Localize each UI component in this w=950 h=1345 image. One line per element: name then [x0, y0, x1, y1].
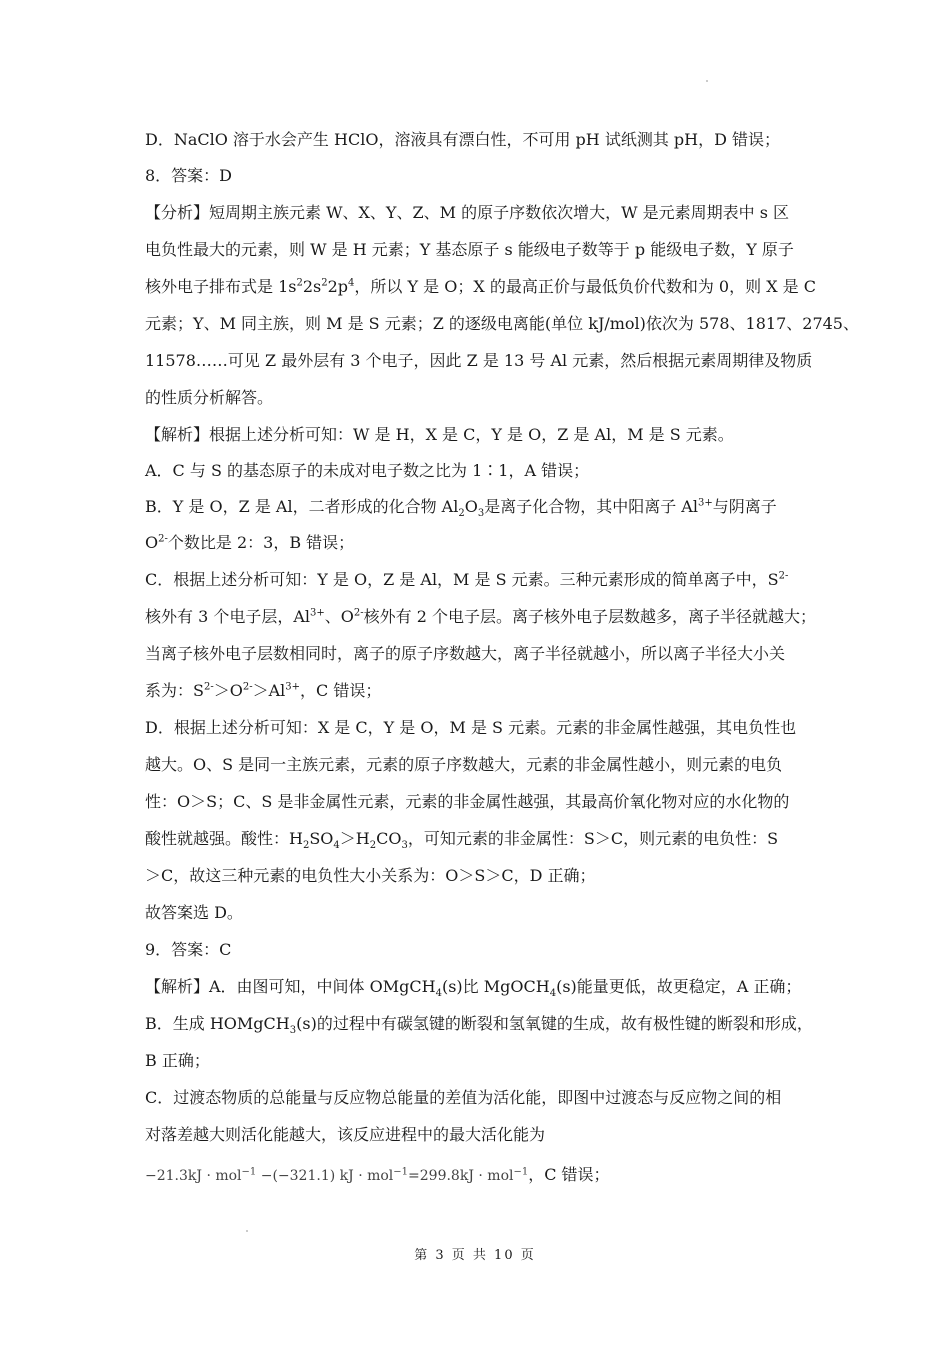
text-line: 电负性最大的元素，则 W 是 H 元素；Y 基态原子 s 能级电子数等于 p 能级电子数，Y 原子 — [145, 240, 794, 259]
text-line: 对落差越大则活化能越大，该反应进程中的最大活化能为 — [145, 1125, 546, 1144]
text-line: B 正确； — [145, 1051, 210, 1070]
page-footer: 第 3 页 共 10 页 — [414, 1248, 536, 1263]
scan-speck — [246, 1230, 248, 1232]
text-line: 当离子核外电子层数相同时，离子的原子序数越大，离子半径就越小，所以离子半径大小关 — [145, 644, 786, 663]
text-line: B．生成 HOMgCH$_3$(s)的过程中有碳氢键的断裂和氢氧键的生成，故有极性键的断裂和形成， — [145, 1014, 813, 1037]
answer-9: 9．答案：C — [145, 940, 232, 959]
activation-energy-formula: −21.3kJ · mol$^{-1}$ −(−321.1) kJ · mol$^{-1}$=299.8kJ · mol$^{-1}$ — [145, 1166, 529, 1184]
text-line: 【分析】短周期主族元素 W、X、Y、Z、M 的原子序数依次增大，W 是元素周期表中 s 区 — [145, 203, 789, 222]
text-line: 元素；Y、M 同主族，则 M 是 S 元素；Z 的逐级电离能(单位 kJ/mol)依次为 578、1817、2745、 — [145, 314, 859, 333]
text-line: C．过渡态物质的总能量与反应物总能量的差值为活化能，即图中过渡态与反应物之间的相 — [145, 1088, 782, 1107]
text-line: 核外有 3 个电子层，$Al^{3+}$、$O^{2-}$核外有 2 个电子层。离子核外电子层数越多，离子半径就越大； — [145, 607, 817, 626]
answer-8: 8．答案：D — [145, 166, 233, 185]
text-line: 性：O＞S；C、S 是非金属性元素，元素的非金属性越强，其最高价氧化物对应的水化物的 — [145, 792, 790, 811]
text-line: D．根据上述分析可知：X 是 C，Y 是 O，M 是 S 元素。元素的非金属性越强，其电负性也 — [145, 718, 797, 737]
scan-speck — [706, 80, 708, 82]
text-line: 11578……可见 Z 最外层有 3 个电子，因此 Z 是 13 号 Al 元素，然后根据元素周期律及物质 — [145, 351, 813, 370]
text-line: A．C 与 S 的基态原子的未成对电子数之比为 1∶1，A 错误； — [145, 461, 590, 480]
text-line: $O^{2-}$个数比是 2：3，B 错误； — [145, 533, 355, 552]
text-line: 【解析】根据上述分析可知：W 是 H，X 是 C，Y 是 O，Z 是 Al，M 是 S 元素。 — [145, 425, 734, 444]
text-line: 酸性就越强。酸性：$H_2SO_4>H_2CO_3$，可知元素的非金属性：S＞C，则元素的电负性：S — [145, 829, 779, 852]
text-line: 【解析】A．由图可知，中间体 OMgCH$_4$(s)比 MgOCH$_4$(s)能量更低，故更稳定，A 正确； — [145, 977, 802, 1000]
text-line: 的性质分析解答。 — [145, 388, 274, 407]
text-line: 故答案选 D。 — [145, 903, 243, 922]
text-line: B．Y 是 O，Z 是 Al，二者形成的化合物 $Al_2O_3$是离子化合物，其中阳离子 $Al^{3+}$与阴离子 — [145, 497, 777, 520]
text-line: D．NaClO 溶于水会产生 HClO，溶液具有漂白性，不可用 pH 试纸测其 pH，D 错误； — [145, 130, 781, 149]
formula-line: −21.3kJ · mol$^{-1}$ −(−321.1) kJ · mol$^{-1}$=299.8kJ · mol$^{-1}$，C 错误； — [145, 1165, 610, 1184]
text-line: ＞C，故这三种元素的电负性大小关系为：O＞S＞C，D 正确； — [145, 866, 596, 885]
text-line: 系为：$S^{2-}>O^{2-}>Al^{3+}$，C 错误； — [145, 681, 382, 700]
text-line: 核外电子排布式是 $1s^22s^22p^4$，所以 Y 是 O；X 的最高正价与最低负价代数和为 0，则 X 是 C — [145, 277, 816, 296]
text-line: 越大。O、S 是同一主族元素，元素的原子序数越大，元素的非金属性越小，则元素的电负 — [145, 755, 783, 774]
text-line: C．根据上述分析可知：Y 是 O，Z 是 Al，M 是 S 元素。三种元素形成的简单离子中，$S^{2-}$ — [145, 570, 789, 589]
